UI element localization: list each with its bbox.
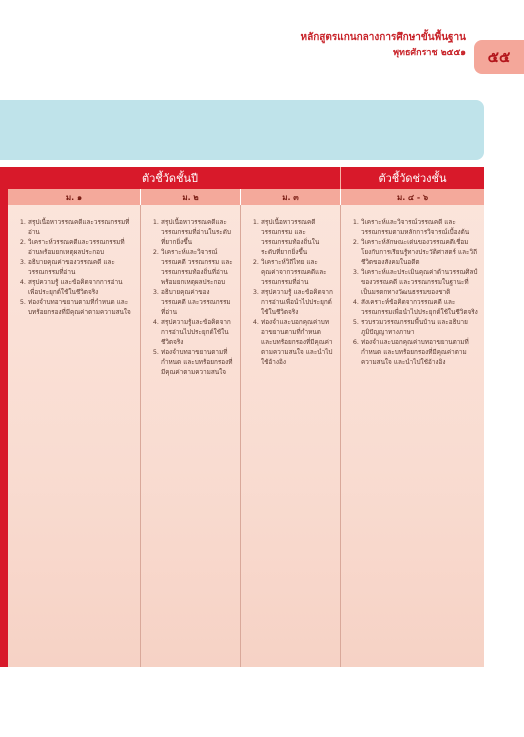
indicator-item: 5. ท่องจำบทอาขยานตามที่กำหนด และบทร้อยกรองที่มีคุณค่าตามความสนใจ — [161, 347, 234, 377]
indicator-item: 4. ท่องจำและบอกคุณค่าบทอาขยานตามที่กำหนด และบทร้อยกรองที่มีคุณค่าตามความสนใจ และนำไปใช้อ้างอิง — [261, 317, 334, 367]
column-header-m3: ม. ๓ — [241, 189, 341, 205]
indicator-item: 2. วิเคราะห์วิถีไทย และคุณค่าจากวรรณคดีและวรรณกรรมที่อ่าน — [261, 257, 334, 287]
indicator-item: 2. วิเคราะห์วรรณคดีและวรรณกรรมที่อ่านพร้อมยกเหตุผลประกอบ — [28, 237, 134, 257]
indicator-item: 2. วิเคราะห์ลักษณะเด่นของวรรณคดีเชื่อมโยงกับการเรียนรู้ทางประวัติศาสตร์ และวิถีชีวิตของสังคมในอดีต — [361, 237, 478, 267]
indicator-item: 1. สรุปเนื้อหาวรรณคดีและวรรณกรรมที่อ่านในระดับที่ยากยิ่งขึ้น — [161, 217, 234, 247]
indicator-item: 1. สรุปเนื้อหาวรรณคดีและวรรณกรรมที่อ่าน — [28, 217, 134, 237]
column-m2 — [141, 205, 241, 667]
indicator-item: 4. สังเคราะห์ข้อคิดจากวรรณคดี และวรรณกรรมเพื่อนำไปประยุกต์ใช้ในชีวิตจริง — [361, 297, 478, 317]
running-header-title: หลักสูตรแกนกลางการศึกษาขั้นพื้นฐาน — [300, 32, 466, 43]
indicator-item: 3. วิเคราะห์และประเมินคุณค่าด้านวรรณศิลป์ของวรรณคดี และวรรณกรรมในฐานะที่เป็นมรดกทางวัฒนธรรมของชาติ — [361, 267, 478, 297]
indicator-item: 3. อธิบายคุณค่าของวรรณคดี และวรรณกรรมที่อ่าน — [161, 287, 234, 317]
column-m1 — [8, 205, 141, 667]
indicator-table — [0, 167, 484, 667]
indicator-item: 2. วิเคราะห์และวิจารณ์วรรณคดี วรรณกรรม และวรรณกรรมท้องถิ่นที่อ่าน พร้อมยกเหตุผลประกอบ — [161, 247, 234, 287]
indicator-item: 5. ท่องจำบทอาขยานตามที่กำหนด และบทร้อยกรองที่มีคุณค่าตามความสนใจ — [28, 297, 134, 317]
indicator-item: 5. รวบรวมวรรณกรรมพื้นบ้าน และอธิบายภูมิปัญญาทางภาษา — [361, 317, 478, 337]
indicator-item: 4. สรุปความรู้ และข้อคิดจากการอ่าน เพื่อประยุกต์ใช้ในชีวิตจริง — [28, 277, 134, 297]
indicator-item: 6. ท่องจำและบอกคุณค่าบทอาขยานตามที่กำหนด และบทร้อยกรองที่มีคุณค่าตามความสนใจ และนำไปใช้อ้างอิง — [361, 337, 478, 367]
indicator-item: 3. สรุปความรู้ และข้อคิดจากการอ่านเพื่อนำไปประยุกต์ใช้ในชีวิตจริง — [261, 287, 334, 317]
blue-info-box — [0, 100, 484, 160]
column-header-m2: ม. ๒ — [141, 189, 241, 205]
page-number: ๕๕ — [487, 48, 511, 66]
column-header-m4-6: ม. ๔ - ๖ — [341, 189, 484, 205]
column-m3 — [241, 205, 341, 667]
indicator-item: 1. วิเคราะห์และวิจารณ์วรรณคดี และวรรณกรรมตามหลักการวิจารณ์เบื้องต้น — [361, 217, 478, 237]
left-red-strip — [0, 189, 8, 667]
running-header-subtitle: พุทธศักราช ๒๕๕๑ — [393, 48, 466, 58]
indicator-item: 4. สรุปความรู้และข้อคิดจากการอ่านไปประยุกต์ใช้ในชีวิตจริง — [161, 317, 234, 347]
indicator-item: 1. สรุปเนื้อหาวรรณคดี วรรณกรรม และวรรณกรรมท้องถิ่นในระดับที่ยากยิ่งขึ้น — [261, 217, 334, 257]
column-header-m1: ม. ๑ — [8, 189, 141, 205]
group-header-range: ตัวชี้วัดช่วงชั้น — [341, 167, 484, 189]
page-number-tab — [474, 40, 524, 74]
column-m4-6 — [341, 205, 484, 667]
indicator-item: 3. อธิบายคุณค่าของวรรณคดี และวรรณกรรมที่อ่าน — [28, 257, 134, 277]
group-header-grade: ตัวชี้วัดชั้นปี — [0, 167, 341, 189]
